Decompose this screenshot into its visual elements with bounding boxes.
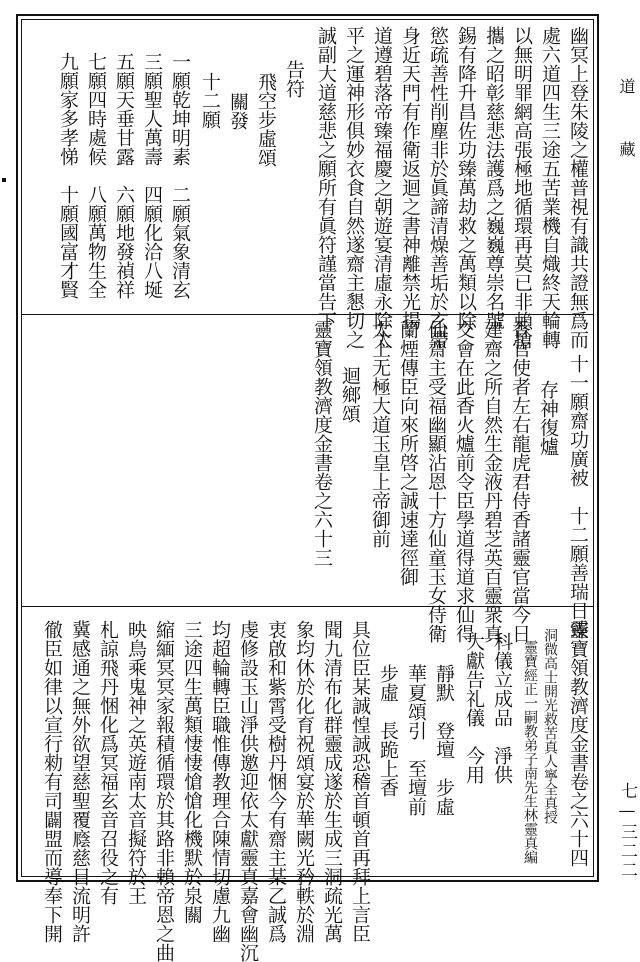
bot-col-16: 縮緬冥冥家報積循環於其路非賴帝恩之曲 — [153, 620, 175, 962]
top-col-3: 以無明罪網高張極地循環再莫已非賴搶 — [511, 26, 533, 349]
panel-divider-top — [22, 314, 593, 315]
bot-col-4: 科儀立成品 淨供 — [491, 632, 513, 784]
bot-col-3: 靈寶經正一嗣教弟子南先生林靈真編 — [522, 640, 538, 864]
top-col-5: 錫有降升昌佐功臻萬劫救之萬類以除 — [455, 26, 477, 330]
top-col-8: 道遵碧落帝臻福慶之朝遊宴清虛永除太 — [371, 26, 393, 349]
mid-col-7: 蘭煙傳臣向來所啓之誠速達徑御 — [397, 320, 419, 586]
bot-col-9: 具位臣某誠惶誠恐稽首頓首再拜上言臣 — [349, 620, 371, 943]
mid-col-5: 交會在此香火爐前令臣學道得道求仙得 — [453, 320, 475, 643]
bot-col-1: 靈寶領教濟度金書卷之六十四 — [567, 620, 589, 867]
bot-col-12: 衷啟和紫霄受樹丹悃今有齋主某乙誠爲 — [265, 620, 287, 943]
bot-col-11: 象均休於化育祝頌宴於華闕光矜軼於淵 — [293, 620, 315, 943]
bot-col-19: 冀感通之無外欲望慈聖覆廕慈目流明許 — [69, 620, 91, 943]
bot-col-17: 映鳥乘鬼神之英遊南太音擬符於王 — [125, 620, 147, 905]
scan-mark — [2, 178, 6, 182]
top-col-17: 五願天垂甘露 六願地發禎祥 — [113, 52, 135, 299]
top-col-11: 告符 — [283, 60, 305, 98]
top-col-19: 九願家多孝悌 十願國富才賢 — [57, 52, 79, 299]
mid-col-1: 十一願齋功廣被 十二願善瑞日臻 — [567, 354, 589, 639]
bot-col-7: 華夏頌引 至壇前 — [405, 664, 427, 816]
top-col-14: 十二願 — [199, 72, 221, 129]
mid-col-9: 迴鄉頌 — [339, 366, 361, 423]
page-number: 七—三二二 — [617, 782, 637, 880]
top-col-2: 處六道四生三途五苦業機自熾終天輪轉 — [539, 26, 561, 349]
top-col-12: 飛空步虛頌 — [255, 72, 277, 167]
bot-col-14: 均超輪轉臣職惟傳教理合陳情切慮九幽 — [209, 620, 231, 943]
panel-divider-bottom — [22, 606, 593, 607]
margin-label: 道 藏 — [617, 78, 636, 171]
top-col-7: 身近天門有作衛返迴之書神離禁光揚 — [399, 26, 421, 330]
top-col-9: 平之運神形俱妙衣食自然遂齋主懇切之 — [343, 26, 365, 349]
top-col-13: 關發 — [227, 92, 249, 130]
top-col-15: 一願乾坤明素 二願氣象清玄 — [169, 52, 191, 299]
mid-col-3: 香官使者左右龍虎君侍香諸靈官當今日 — [509, 320, 531, 643]
top-col-16: 三願聖人萬壽 四願化洽八埏 — [141, 52, 163, 299]
top-col-18: 七願四時處候 八願萬物生全 — [85, 52, 107, 299]
mid-col-6: 仙齋主受福幽顯沾恩十方仙童玉女侍衛 — [425, 320, 447, 643]
top-col-6: 慾疏善性削塵非於眞諦清燥善垢於玄帶 — [427, 26, 449, 349]
bot-col-10: 聞九清布化群靈成遂於生成三洞疏光萬 — [321, 620, 343, 943]
bot-col-5: 大獻告礼儀 今用 — [463, 632, 485, 784]
bot-col-15: 三途四生萬類悽悽愴愴化機默於泉關 — [181, 620, 203, 924]
mid-col-4: 建齋之所自然生金液丹碧芝英百靈衆真 — [481, 320, 503, 643]
bot-col-20: 徹臣如律以宣行勑有司闢盟而導奉下開 — [41, 620, 63, 943]
bot-col-2: 洞微高士開光救苦真人寧全真授 — [542, 628, 558, 824]
page-frame — [16, 14, 599, 962]
top-col-4: 攜之昭彰慈悲法護爲之巍巍尊崇名號 — [483, 26, 505, 330]
bot-col-18: 札諒飛丹悃化爲冥福玄音召役之有 — [97, 620, 119, 905]
page-inner-border — [21, 19, 594, 962]
mid-col-2: 存神復爐 — [537, 380, 559, 456]
mid-col-8: 太上无極大道玉皇上帝御前 — [369, 320, 391, 548]
mid-col-10: 靈寶領教濟度金書卷之六十三 — [311, 320, 333, 567]
bot-col-8: 步虛 長跪上香 — [377, 664, 399, 797]
bot-col-6: 靜默 登壇 步虛 — [433, 664, 455, 816]
top-col-1: 幽冥上登朱陵之權普視有識共證無爲而 — [567, 26, 589, 349]
bot-col-13: 虔修設玉山淨供邀迎依太獻靈真嘉會幽沉 — [237, 620, 259, 962]
top-col-10: 誠副大道慈悲之願所有眞符謹當告下 — [315, 26, 337, 330]
